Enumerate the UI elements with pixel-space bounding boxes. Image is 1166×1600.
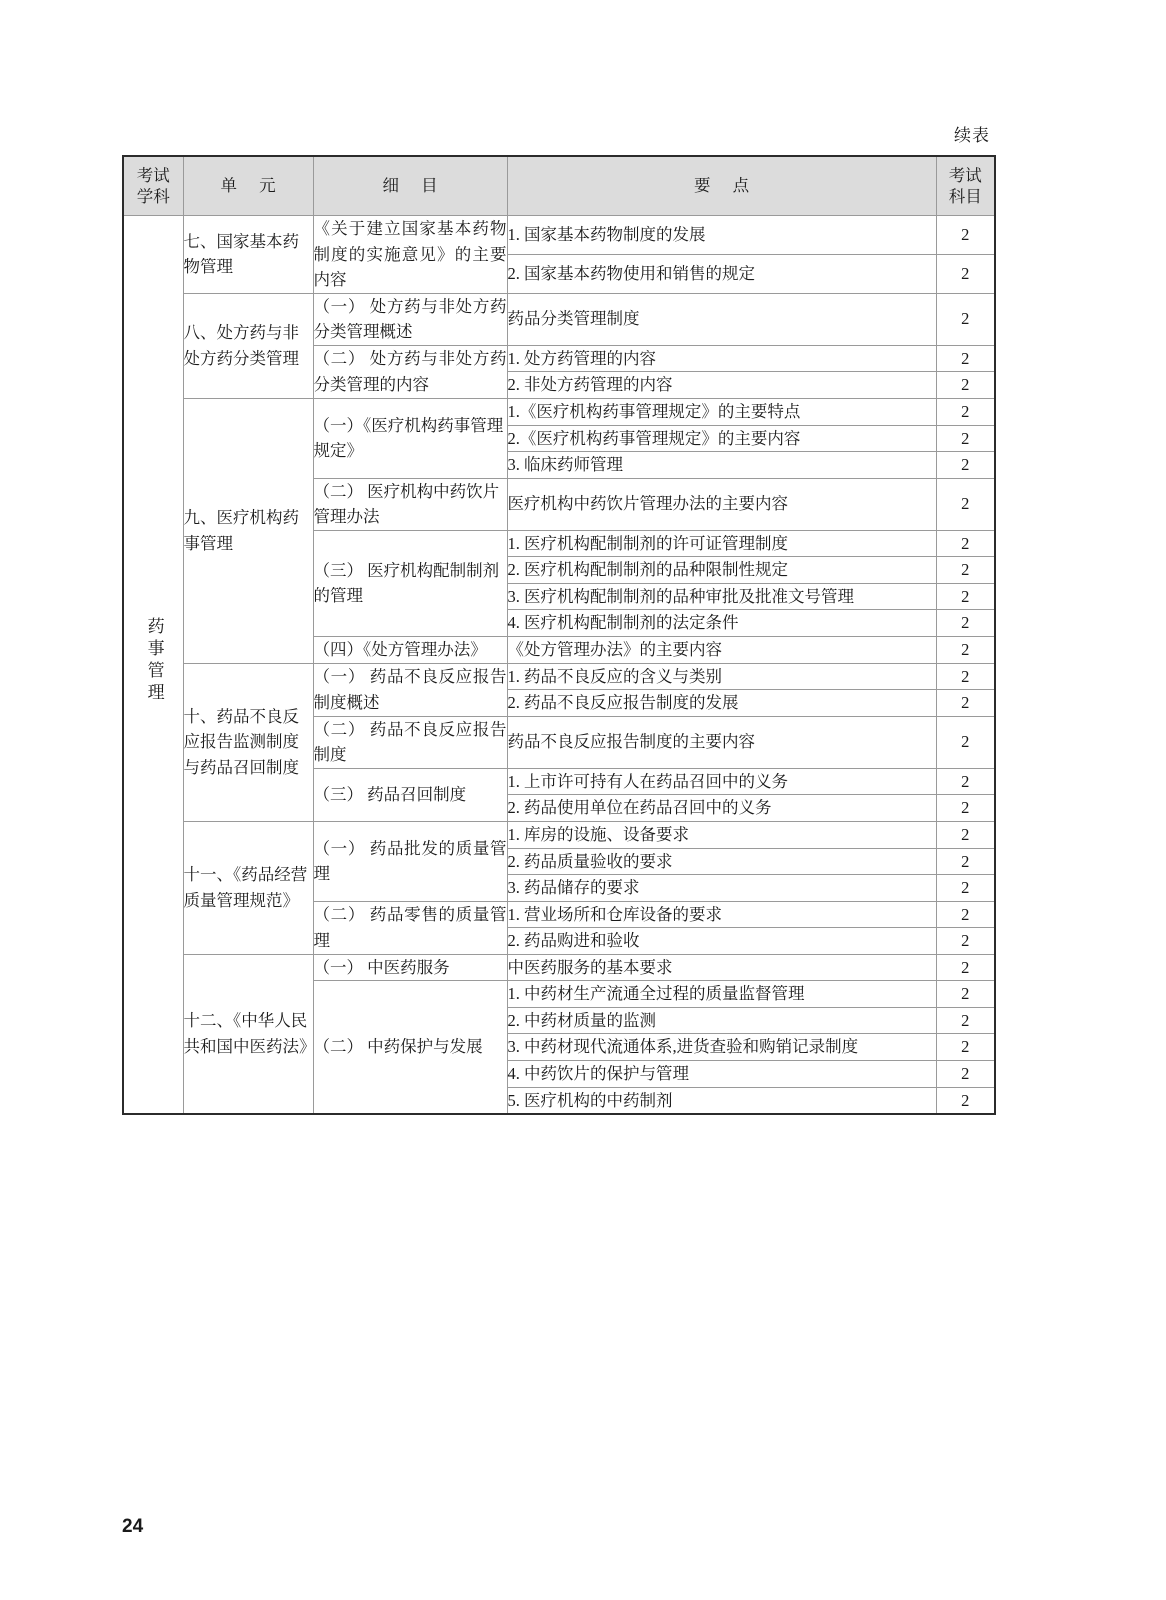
point-cell: 2. 药品不良反应报告制度的发展: [507, 690, 936, 717]
point-cell: 1. 上市许可持有人在药品召回中的义务: [507, 768, 936, 795]
unit-cell: 十二、《中华人民共和国中医药法》: [183, 954, 313, 1114]
exam-subject-cell: 2: [936, 795, 995, 822]
header-unit: 单 元: [183, 156, 313, 216]
exam-subject-cell: 2: [936, 875, 995, 902]
exam-syllabus-table: [122, 155, 996, 1115]
subject-label: 药事管理: [144, 616, 164, 705]
unit-cell: 十、药品不良反应报告监测制度与药品召回制度: [183, 663, 313, 821]
point-cell: 《处方管理办法》的主要内容: [507, 637, 936, 664]
unit-cell: 十一、《药品经营质量管理规范》: [183, 821, 313, 954]
exam-subject-cell: 2: [936, 452, 995, 479]
detail-cell: （一）《医疗机构药事管理规定》: [313, 398, 507, 478]
point-cell: 1. 医疗机构配制制剂的许可证管理制度: [507, 530, 936, 557]
exam-subject-cell: 2: [936, 345, 995, 372]
point-cell: 医疗机构中药饮片管理办法的主要内容: [507, 478, 936, 530]
point-cell: 1.《医疗机构药事管理规定》的主要特点: [507, 398, 936, 425]
exam-subject-cell: 2: [936, 901, 995, 928]
point-cell: 2. 医疗机构配制制剂的品种限制性规定: [507, 557, 936, 584]
header-subject-line-1: 考试: [136, 165, 170, 185]
table-row: [123, 398, 995, 425]
point-cell: 2. 国家基本药物使用和销售的规定: [507, 254, 936, 293]
exam-subject-cell: 2: [936, 530, 995, 557]
detail-cell: （二） 药品不良反应报告制度: [313, 716, 507, 768]
exam-subject-cell: 2: [936, 821, 995, 848]
point-cell: 3. 临床药师管理: [507, 452, 936, 479]
table-row: [123, 821, 995, 848]
detail-cell: （一） 药品批发的质量管理: [313, 821, 507, 901]
exam-subject-cell: 2: [936, 557, 995, 584]
header-exam-subject: [936, 156, 995, 216]
point-cell: 3. 中药材现代流通体系,进货查验和购销记录制度: [507, 1034, 936, 1061]
exam-subject-cell: 2: [936, 716, 995, 768]
detail-cell: （二） 处方药与非处方药分类管理的内容: [313, 345, 507, 398]
point-cell: 2. 药品质量验收的要求: [507, 848, 936, 875]
exam-subject-cell: 2: [936, 1034, 995, 1061]
header-exam-subject-discipline: [123, 156, 183, 216]
point-cell: 5. 医疗机构的中药制剂: [507, 1087, 936, 1114]
page-number: 24: [122, 1516, 144, 1537]
point-cell: 1. 处方药管理的内容: [507, 345, 936, 372]
unit-cell: 九、医疗机构药事管理: [183, 398, 313, 663]
exam-subject-cell: 2: [936, 372, 995, 399]
exam-subject-cell: 2: [936, 690, 995, 717]
point-cell: 1. 国家基本药物制度的发展: [507, 216, 936, 255]
exam-subject-cell: 2: [936, 293, 995, 345]
detail-cell: （一） 中医药服务: [313, 954, 507, 981]
point-cell: 2. 药品购进和验收: [507, 928, 936, 955]
exam-subject-cell: 2: [936, 583, 995, 610]
point-cell: 1. 库房的设施、设备要求: [507, 821, 936, 848]
point-cell: 4. 医疗机构配制制剂的法定条件: [507, 610, 936, 637]
detail-cell: （二） 中药保护与发展: [313, 981, 507, 1114]
detail-cell: （三） 医疗机构配制制剂的管理: [313, 530, 507, 636]
unit-cell: 七、国家基本药物管理: [183, 216, 313, 294]
exam-subject-cell: 2: [936, 848, 995, 875]
exam-subject-cell: 2: [936, 928, 995, 955]
point-cell: 3. 药品储存的要求: [507, 875, 936, 902]
point-cell: 药品不良反应报告制度的主要内容: [507, 716, 936, 768]
exam-subject-cell: 2: [936, 1087, 995, 1114]
header-exam-line-1: 考试: [948, 165, 982, 185]
exam-subject-cell: 2: [936, 610, 995, 637]
header-points: 要 点: [507, 156, 936, 216]
point-cell: 药品分类管理制度: [507, 293, 936, 345]
table-header: [123, 156, 995, 216]
point-cell: 4. 中药饮片的保护与管理: [507, 1061, 936, 1088]
detail-cell: （一） 药品不良反应报告制度概述: [313, 663, 507, 716]
table-row: [123, 954, 995, 981]
point-cell: 2.《医疗机构药事管理规定》的主要内容: [507, 425, 936, 452]
continued-table-label: 续表: [954, 126, 990, 145]
exam-subject-cell: 2: [936, 981, 995, 1008]
point-cell: 1. 药品不良反应的含义与类别: [507, 663, 936, 690]
unit-cell: 八、处方药与非处方药分类管理: [183, 293, 313, 398]
point-cell: 2. 药品使用单位在药品召回中的义务: [507, 795, 936, 822]
point-cell: 2. 中药材质量的监测: [507, 1007, 936, 1034]
point-cell: 2. 非处方药管理的内容: [507, 372, 936, 399]
header-row: [123, 156, 995, 216]
exam-subject-cell: 2: [936, 254, 995, 293]
table-body: [123, 216, 995, 1115]
header-exam-line-2: 科目: [948, 187, 982, 206]
detail-cell: （二） 医疗机构中药饮片管理办法: [313, 478, 507, 530]
point-cell: 3. 医疗机构配制制剂的品种审批及批准文号管理: [507, 583, 936, 610]
detail-cell: （一） 处方药与非处方药分类管理概述: [313, 293, 507, 345]
table-row: [123, 663, 995, 690]
table-row: [123, 216, 995, 255]
exam-subject-cell: 2: [936, 1007, 995, 1034]
table-row: [123, 293, 995, 345]
point-cell: 1. 中药材生产流通全过程的质量监督管理: [507, 981, 936, 1008]
exam-subject-cell: 2: [936, 216, 995, 255]
exam-subject-cell: 2: [936, 663, 995, 690]
header-subject-line-2: 学科: [136, 187, 170, 206]
exam-subject-cell: 2: [936, 768, 995, 795]
detail-cell: （三） 药品召回制度: [313, 768, 507, 821]
header-detail: 细 目: [313, 156, 507, 216]
point-cell: 1. 营业场所和仓库设备的要求: [507, 901, 936, 928]
exam-subject-cell: 2: [936, 478, 995, 530]
point-cell: 中医药服务的基本要求: [507, 954, 936, 981]
exam-subject-cell: 2: [936, 398, 995, 425]
subject-cell: [123, 216, 183, 1115]
exam-subject-cell: 2: [936, 637, 995, 664]
detail-cell: 《关于建立国家基本药物制度的实施意见》的主要内容: [313, 216, 507, 294]
detail-cell: （二） 药品零售的质量管理: [313, 901, 507, 954]
detail-cell: （四）《处方管理办法》: [313, 637, 507, 664]
exam-subject-cell: 2: [936, 1061, 995, 1088]
exam-subject-cell: 2: [936, 425, 995, 452]
exam-subject-cell: 2: [936, 954, 995, 981]
